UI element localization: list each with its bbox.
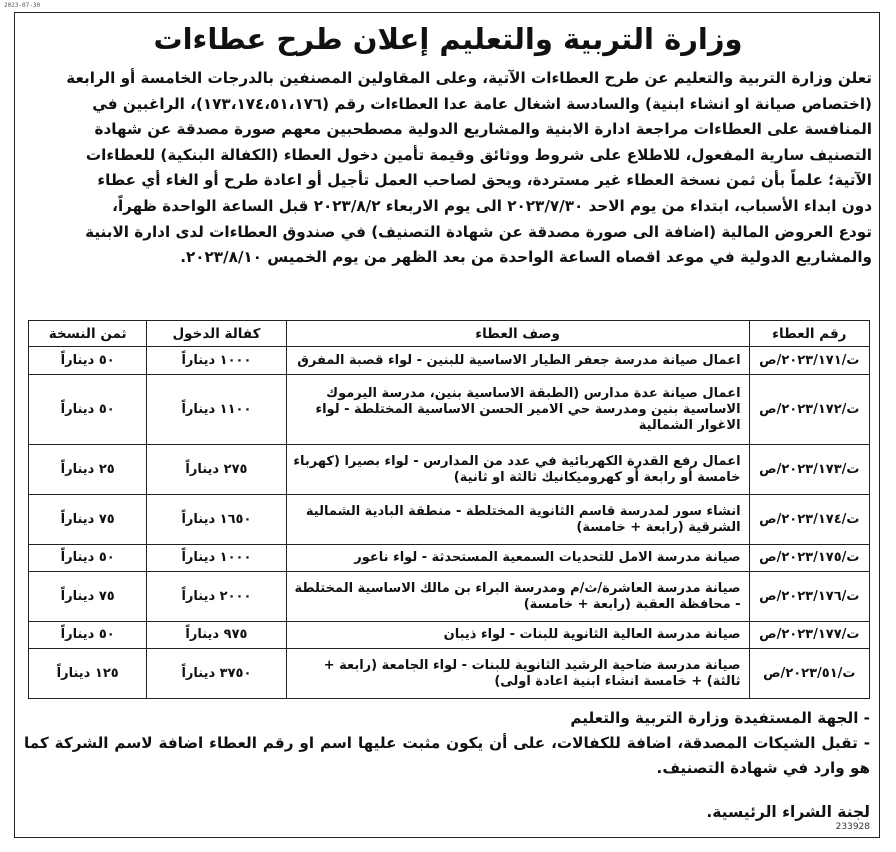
tender-price: ٥٠ ديناراً — [29, 622, 147, 649]
tender-number: ت/٢٠٢٣/١٧٣/ص — [749, 445, 869, 495]
tender-description: صيانة مدرسة الامل للتحديات السمعية المستحدثة - لواء ناعور — [286, 545, 749, 572]
tender-description: صيانة مدرسة ضاحية الرشيد الثانوية للبنات - لواء الجامعة (رابعة + ثالثة) + خامسة انشاء ابنية اعادة اولى) — [286, 649, 749, 699]
tender-price: ٢٥ ديناراً — [29, 445, 147, 495]
tender-number: ت/٢٠٢٣/١٧١/ص — [749, 347, 869, 375]
tender-description: صيانة مدرسة العاشرة/ث/م ومدرسة البراء بن مالك الاساسية المختلطة - محافظة العقبة (رابعة + خامسة) — [286, 572, 749, 622]
tender-price: ٧٥ ديناراً — [29, 495, 147, 545]
tender-number: ت/٢٠٢٣/٥١/ص — [749, 649, 869, 699]
tender-bond: ٣٧٥٠ ديناراً — [147, 649, 286, 699]
tender-bond: ١٠٠٠ ديناراً — [147, 347, 286, 375]
header-tender-description: وصف العطاء — [286, 321, 749, 347]
table-row — [29, 495, 870, 545]
tender-number: ت/٢٠٢٣/١٧٢/ص — [749, 375, 869, 445]
table-row — [29, 572, 870, 622]
tender-price: ٥٠ ديناراً — [29, 545, 147, 572]
intro-paragraph — [24, 66, 872, 271]
intro-line: المنافسة على العطاءات مراجعة ادارة الابنية والمشاريع الدولية مصطحبين معهم صورة مصدقة عن شهادة — [94, 120, 872, 139]
tender-description: اعمال رفع القدرة الكهربائية في عدد من المدارس - لواء بصيرا (كهرباء خامسة أو رابعة أو كهروميكانيك ثالثة او ثانية) — [286, 445, 749, 495]
table-header-row — [29, 321, 870, 347]
tender-bond: ١١٠٠ ديناراً — [147, 375, 286, 445]
tender-description: انشاء سور لمدرسة قاسم الثانوية المختلطة - منطقة البادية الشمالية الشرقية (رابعة + خامسة) — [286, 495, 749, 545]
tender-price: ١٢٥ ديناراً — [29, 649, 147, 699]
tender-bond: ١٦٥٠ ديناراً — [147, 495, 286, 545]
tender-number: ت/٢٠٢٣/١٧٤/ص — [749, 495, 869, 545]
table-row — [29, 545, 870, 572]
intro-line: الآتية؛ علماً بأن ثمن نسخة العطاء غير مستردة، ويحق لصاحب العمل تأجيل أو اعادة طرح أو الغاء أي عطاء — [97, 171, 872, 190]
note-certified-cheques: - تقبل الشيكات المصدقة، اضافة للكفالات، على أن يكون مثبت عليها اسم او رقم العطاء اضافة لاسم الشركة كما هو وارد في شهادة التصنيف. — [24, 734, 870, 777]
tender-bond: ٢٧٥ ديناراً — [147, 445, 286, 495]
reference-number: 233928 — [835, 822, 870, 832]
table-row — [29, 445, 870, 495]
table-row — [29, 622, 870, 649]
tender-description: اعمال صيانة عدة مدارس (الطبقة الاساسية بنين، مدرسة اليرموك الاساسية بنين ومدرسة حي الامير الحسن الاساسية المختلطة - لواء الاغوار الشمالية — [286, 375, 749, 445]
tender-bond: ٢٠٠٠ ديناراً — [147, 572, 286, 622]
signature: لجنة الشراء الرئيسية. — [706, 803, 870, 821]
tender-price: ٧٥ ديناراً — [29, 572, 147, 622]
tender-price: ٥٠ ديناراً — [29, 347, 147, 375]
intro-line: والمشاريع الدولية في موعد اقصاه الساعة الواحدة من بعد الظهر من يوم الخميس ٢٠٢٣/٨/١٠. — [180, 248, 872, 267]
tender-number: ت/٢٠٢٣/١٧٥/ص — [749, 545, 869, 572]
tender-bond: ٩٧٥ ديناراً — [147, 622, 286, 649]
intro-line: دون ابداء الأسباب، ابتداء من يوم الاحد ٢٠٢٣/٧/٣٠ الى يوم الاربعاء ٢٠٢٣/٨/٢ قبل الساعة الواحدة ظهراً، — [112, 196, 872, 215]
intro-line: تودع العروض المالية (اضافة الى صورة مصدقة عن شهادة التصنيف) في صندوق العطاءات لدى ادارة الابنية — [85, 222, 872, 241]
tender-description: صيانة مدرسة العالية الثانوية للبنات - لواء ذيبان — [286, 622, 749, 649]
intro-line: تعلن وزارة التربية والتعليم عن طرح العطاءات الآتية، وعلى المقاولين المصنفين بالدرجات الخامسة أو الرابعة — [66, 69, 872, 87]
tender-number: ت/٢٠٢٣/١٧٦/ص — [749, 572, 869, 622]
tender-bond: ١٠٠٠ ديناراً — [147, 545, 286, 572]
date-stamp: 2023-07-30 — [4, 2, 41, 9]
tender-description: اعمال صيانة مدرسة جعفر الطيار الاساسية للبنين - لواء قصبة المفرق — [286, 347, 749, 375]
tender-price: ٥٠ ديناراً — [29, 375, 147, 445]
notes-section — [24, 706, 870, 781]
header-copy-price: ثمن النسخة — [29, 321, 147, 347]
announcement-title: وزارة التربية والتعليم إعلان طرح عطاءات — [153, 22, 743, 56]
intro-line: (اختصاص صيانة او انشاء ابنية) والسادسة اشغال عامة عدا العطاءات رقم (١٧٣،١٧٤،٥١،١٧٦)، الراغبين في — [92, 94, 872, 113]
table-row — [29, 375, 870, 445]
tender-number: ت/٢٠٢٣/١٧٧/ص — [749, 622, 869, 649]
table-row — [29, 649, 870, 699]
table-row — [29, 347, 870, 375]
note-beneficiary: - الجهة المستفيدة وزارة التربية والتعليم — [570, 709, 870, 727]
header-entry-bond: كفالة الدخول — [147, 321, 286, 347]
header-tender-number: رقم العطاء — [749, 321, 869, 347]
intro-line: التصنيف سارية المفعول، للاطلاع على شروط ووثائق وقيمة تأمين دخول العطاء (الكفالة البنكية) للعطاءات — [85, 145, 872, 164]
tenders-table — [28, 320, 870, 699]
